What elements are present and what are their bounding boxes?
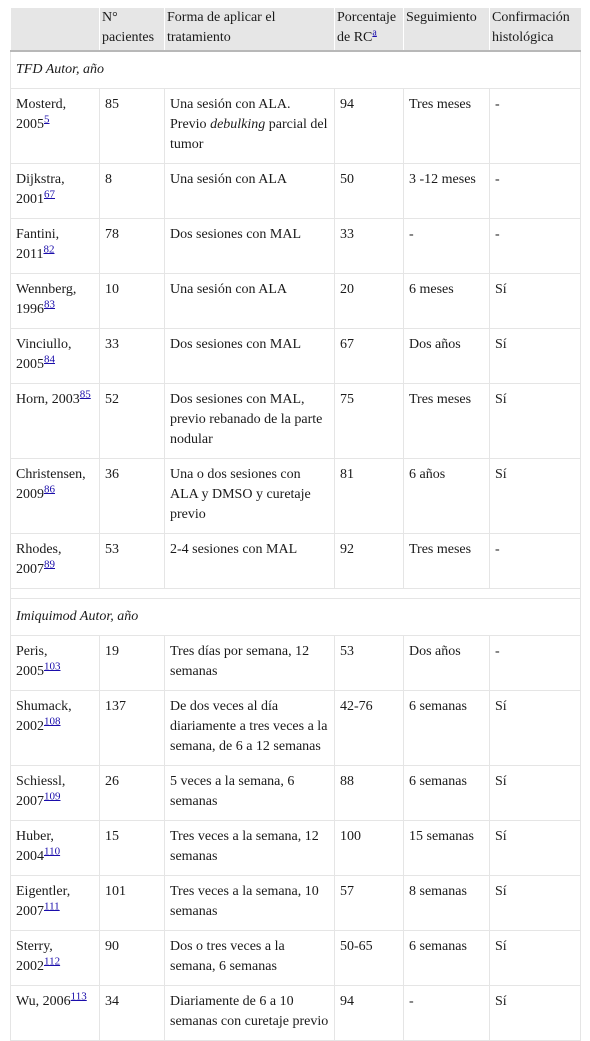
treatment-cell bbox=[165, 821, 335, 876]
author-cell bbox=[11, 691, 100, 766]
treatment-emphasis: debulking bbox=[210, 117, 266, 132]
header-rc-label: Porcentaje de RC bbox=[337, 10, 397, 45]
reference-link[interactable]: 82 bbox=[43, 243, 55, 256]
followup-cell: Tres meses bbox=[404, 384, 490, 459]
reference-link[interactable]: 83 bbox=[44, 298, 55, 311]
treatment-cell bbox=[165, 931, 335, 986]
author-year: Wennberg, 1996 bbox=[16, 282, 77, 317]
table-row bbox=[11, 986, 581, 1041]
rc-cell: 50-65 bbox=[335, 931, 404, 986]
followup-cell: 6 meses bbox=[404, 274, 490, 329]
histology-cell: Sí bbox=[490, 691, 581, 766]
section-title: TFD Autor, año bbox=[11, 51, 581, 89]
reference-link[interactable]: 108 bbox=[44, 715, 61, 728]
treatment-text: 2-4 sesiones con MAL bbox=[170, 542, 298, 557]
author-cell bbox=[11, 636, 100, 691]
header-author bbox=[11, 8, 100, 51]
table-body bbox=[11, 51, 581, 1041]
treatment-cell bbox=[165, 164, 335, 219]
author-year: Schiessl, 2007 bbox=[16, 774, 66, 809]
followup-cell: 8 semanas bbox=[404, 876, 490, 931]
rc-cell: 50 bbox=[335, 164, 404, 219]
patients-cell: 52 bbox=[100, 384, 165, 459]
rc-cell: 92 bbox=[335, 534, 404, 589]
followup-cell: - bbox=[404, 986, 490, 1041]
rc-cell: 94 bbox=[335, 89, 404, 164]
patients-cell: 137 bbox=[100, 691, 165, 766]
histology-cell: Sí bbox=[490, 766, 581, 821]
header-rc bbox=[335, 8, 404, 51]
treatment-cell bbox=[165, 89, 335, 164]
histology-cell: Sí bbox=[490, 931, 581, 986]
patients-cell: 36 bbox=[100, 459, 165, 534]
reference-link[interactable]: 5 bbox=[44, 113, 50, 126]
reference-link[interactable]: 67 bbox=[44, 188, 55, 201]
author-cell bbox=[11, 329, 100, 384]
rc-cell: 88 bbox=[335, 766, 404, 821]
author-cell bbox=[11, 766, 100, 821]
treatment-cell bbox=[165, 459, 335, 534]
rc-cell: 81 bbox=[335, 459, 404, 534]
patients-cell: 15 bbox=[100, 821, 165, 876]
treatment-cell bbox=[165, 636, 335, 691]
author-year: Fantini, 2011 bbox=[16, 227, 60, 262]
histology-cell: Sí bbox=[490, 274, 581, 329]
author-cell bbox=[11, 986, 100, 1041]
patients-cell: 90 bbox=[100, 931, 165, 986]
treatment-text-tail: parcial del tumor bbox=[170, 117, 328, 152]
followup-cell: Tres meses bbox=[404, 534, 490, 589]
treatment-cell bbox=[165, 274, 335, 329]
patients-cell: 33 bbox=[100, 329, 165, 384]
table-row bbox=[11, 164, 581, 219]
author-year: Shumack, 2002 bbox=[16, 699, 72, 734]
rc-cell: 42-76 bbox=[335, 691, 404, 766]
table-row bbox=[11, 219, 581, 274]
author-year: Rhodes, 2007 bbox=[16, 542, 62, 577]
treatment-text: Dos sesiones con MAL, previo rebanado de la parte nodular bbox=[170, 392, 323, 447]
spacer-cell bbox=[11, 589, 581, 599]
followup-cell: 3 -12 meses bbox=[404, 164, 490, 219]
treatment-text: Diariamente de 6 a 10 semanas con curetaje previo bbox=[170, 994, 329, 1029]
patients-cell: 101 bbox=[100, 876, 165, 931]
rc-cell: 67 bbox=[335, 329, 404, 384]
rc-cell: 94 bbox=[335, 986, 404, 1041]
histology-cell: - bbox=[490, 89, 581, 164]
treatment-text: Dos sesiones con MAL bbox=[170, 227, 302, 242]
patients-cell: 85 bbox=[100, 89, 165, 164]
author-year: Sterry, 2002 bbox=[16, 939, 53, 974]
author-cell bbox=[11, 459, 100, 534]
section-spacer bbox=[11, 589, 581, 599]
author-year: Mosterd, 2005 bbox=[16, 97, 67, 132]
histology-cell: Sí bbox=[490, 821, 581, 876]
treatment-cell bbox=[165, 219, 335, 274]
treatment-text: 5 veces a la semana, 6 semanas bbox=[170, 774, 295, 809]
author-year: Wu, 2006 bbox=[16, 994, 71, 1009]
followup-cell: Dos años bbox=[404, 636, 490, 691]
histology-cell: Sí bbox=[490, 384, 581, 459]
reference-link[interactable]: 85 bbox=[79, 388, 91, 401]
table-row bbox=[11, 636, 581, 691]
table-row bbox=[11, 876, 581, 931]
rc-cell: 100 bbox=[335, 821, 404, 876]
followup-cell: 15 semanas bbox=[404, 821, 490, 876]
rc-cell: 20 bbox=[335, 274, 404, 329]
table-row bbox=[11, 329, 581, 384]
treatment-text: Dos sesiones con MAL bbox=[170, 337, 302, 352]
followup-cell: 6 años bbox=[404, 459, 490, 534]
rc-cell: 57 bbox=[335, 876, 404, 931]
treatment-text: De dos veces al día diariamente a tres veces a la semana, de 6 a 12 semanas bbox=[170, 699, 328, 754]
histology-cell: Sí bbox=[490, 876, 581, 931]
table-row bbox=[11, 274, 581, 329]
table-row bbox=[11, 384, 581, 459]
treatment-text: Tres días por semana, 12 semanas bbox=[170, 644, 310, 679]
treatment-cell bbox=[165, 691, 335, 766]
treatment-text: Una o dos sesiones con ALA y DMSO y curetaje previo bbox=[170, 467, 311, 522]
followup-cell: 6 semanas bbox=[404, 691, 490, 766]
patients-cell: 78 bbox=[100, 219, 165, 274]
author-cell bbox=[11, 384, 100, 459]
reference-link[interactable]: 86 bbox=[44, 483, 55, 496]
table-row bbox=[11, 931, 581, 986]
section-title: Imiquimod Autor, año bbox=[11, 599, 581, 636]
table-row bbox=[11, 534, 581, 589]
reference-link[interactable]: 110 bbox=[44, 845, 61, 858]
author-year: Dijkstra, 2001 bbox=[16, 172, 65, 207]
treatment-cell bbox=[165, 876, 335, 931]
rc-cell: 33 bbox=[335, 219, 404, 274]
table-row bbox=[11, 89, 581, 164]
table-row bbox=[11, 821, 581, 876]
footnote-a-link[interactable]: a bbox=[372, 27, 377, 39]
patients-cell: 34 bbox=[100, 986, 165, 1041]
reference-link[interactable]: 84 bbox=[44, 353, 55, 366]
followup-cell: Tres meses bbox=[404, 89, 490, 164]
treatment-cell bbox=[165, 534, 335, 589]
author-cell bbox=[11, 876, 100, 931]
treatment-cell bbox=[165, 986, 335, 1041]
treatment-text: Una sesión con ALA bbox=[170, 282, 288, 297]
reference-link[interactable]: 109 bbox=[44, 790, 61, 803]
reference-link[interactable]: 89 bbox=[44, 558, 55, 571]
author-cell bbox=[11, 219, 100, 274]
treatment-text: Una sesión con ALA bbox=[170, 172, 288, 187]
histology-cell: - bbox=[490, 219, 581, 274]
section-header-row bbox=[11, 51, 581, 89]
table-row bbox=[11, 691, 581, 766]
author-year: Huber, 2004 bbox=[16, 829, 54, 864]
histology-cell: Sí bbox=[490, 459, 581, 534]
patients-cell: 26 bbox=[100, 766, 165, 821]
author-cell bbox=[11, 89, 100, 164]
histology-cell: - bbox=[490, 534, 581, 589]
treatment-text: Dos o tres veces a la semana, 6 semanas bbox=[170, 939, 285, 974]
patients-cell: 19 bbox=[100, 636, 165, 691]
treatment-text: Tres veces a la semana, 10 semanas bbox=[170, 884, 319, 919]
header-patients: N° pacientes bbox=[100, 8, 165, 51]
rc-cell: 53 bbox=[335, 636, 404, 691]
histology-cell: Sí bbox=[490, 986, 581, 1041]
treatment-text: Una sesión con ALA. Previo bbox=[170, 97, 291, 132]
table-row bbox=[11, 766, 581, 821]
results-table bbox=[10, 8, 581, 1041]
author-cell bbox=[11, 274, 100, 329]
header-treatment: Forma de aplicar el tratamiento bbox=[165, 8, 335, 51]
followup-cell: 6 semanas bbox=[404, 766, 490, 821]
patients-cell: 53 bbox=[100, 534, 165, 589]
author-year: Eigentler, 2007 bbox=[16, 884, 71, 919]
rc-cell: 75 bbox=[335, 384, 404, 459]
histology-cell: - bbox=[490, 164, 581, 219]
patients-cell: 8 bbox=[100, 164, 165, 219]
histology-cell: - bbox=[490, 636, 581, 691]
reference-link[interactable]: 103 bbox=[44, 660, 61, 673]
author-year: Horn, 2003 bbox=[16, 392, 80, 407]
author-year: Vinciullo, 2005 bbox=[16, 337, 72, 372]
patients-cell: 10 bbox=[100, 274, 165, 329]
treatment-cell bbox=[165, 329, 335, 384]
author-cell bbox=[11, 534, 100, 589]
reference-link[interactable]: 113 bbox=[70, 990, 87, 1003]
histology-cell: Sí bbox=[490, 329, 581, 384]
author-cell bbox=[11, 821, 100, 876]
table-row bbox=[11, 459, 581, 534]
followup-cell: - bbox=[404, 219, 490, 274]
header-row bbox=[11, 8, 581, 51]
header-followup: Seguimiento bbox=[404, 8, 490, 51]
followup-cell: Dos años bbox=[404, 329, 490, 384]
header-histology: Confirmación histológica bbox=[490, 8, 581, 51]
author-cell bbox=[11, 164, 100, 219]
treatment-text: Tres veces a la semana, 12 semanas bbox=[170, 829, 319, 864]
author-year: Peris, 2005 bbox=[16, 644, 48, 679]
treatment-cell bbox=[165, 766, 335, 821]
reference-link[interactable]: 111 bbox=[44, 900, 60, 913]
author-cell bbox=[11, 931, 100, 986]
treatment-cell bbox=[165, 384, 335, 459]
section-header-row bbox=[11, 599, 581, 636]
author-year: Christensen, 2009 bbox=[16, 467, 86, 502]
followup-cell: 6 semanas bbox=[404, 931, 490, 986]
reference-link[interactable]: 112 bbox=[44, 955, 61, 968]
